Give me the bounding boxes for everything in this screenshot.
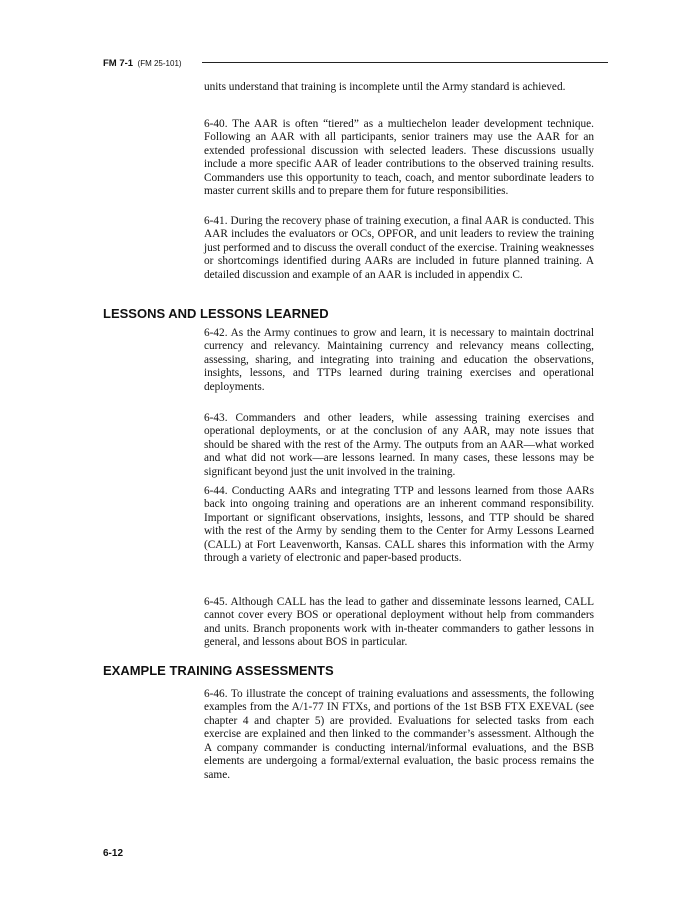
superseded-manual: (FM 25-101): [137, 59, 182, 68]
paragraph-6-44: 6-44. Conducting AARs and integrating TTP and lessons learned from those AARs back into ongoing training and operations are an inherent command responsibility. Important or significant observations, insights, lessons, and TTP should be shared with the rest of the Army by sending them to the Center for Army Lessons Learned (CALL) at Fort Leavenworth, Kansas. CALL shares this information with the Army through a variety of electronic and paper-based products.: [204, 485, 594, 565]
paragraph-6-40: 6-40. The AAR is often “tiered” as a multiechelon leader development technique. Following an AAR with all participants, senior trainers may use the AAR for an extended professional discussion with selected leaders. These discussions usually include a more specific AAR of leader contributions to the observed training results. Commanders use this opportunity to teach, coach, and mentor subordinate leaders to master current skills and to prepare them for future responsibilities.: [204, 118, 594, 198]
paragraph-6-46: 6-46. To illustrate the concept of training evaluations and assessments, the following examples from the A/1-77 IN FTXs, and portions of the 1st BSB FTX EXEVAL (see chapter 4 and chapter 5) are provided. Evaluations for selected tasks from each exercise are explained and then linked to the commander’s assessment. Although the A company commander is conducting internal/informal evaluations, and the BSB elements are undergoing a formal/external evaluation, the basic process remains the same.: [204, 688, 594, 781]
section-heading-example: EXAMPLE TRAINING ASSESSMENTS: [103, 663, 334, 678]
paragraph-continuation: units understand that training is incomplete until the Army standard is achieved.: [204, 81, 566, 93]
running-header-text: [103, 56, 182, 70]
running-header: [103, 56, 608, 70]
paragraph-6-43: 6-43. Commanders and other leaders, while assessing training exercises and operational deployments, or at the conclusion of any AAR, may note issues that should be shared with the rest of the Army. The outputs from an AAR—what worked and what did not work—are lessons learned. In many cases, these lessons may be significant beyond just the unit involved in the training.: [204, 412, 594, 478]
manual-number: FM 7-1: [103, 58, 134, 69]
page-number: 6-12: [103, 848, 124, 859]
section-heading-lessons: LESSONS AND LESSONS LEARNED: [103, 306, 329, 321]
paragraph-6-41: 6-41. During the recovery phase of training execution, a final AAR is conducted. This AAR includes the evaluators or OCs, OPFOR, and unit leaders to review the training just performed and to discuss the overall conduct of the exercise. Training weaknesses or shortcomings identified during AARs are included in future planned training. A detailed discussion and example of an AAR is included in appendix C.: [204, 215, 594, 281]
paragraph-6-45: 6-45. Although CALL has the lead to gather and disseminate lessons learned, CALL cannot cover every BOS or operational deployment without help from commanders and units. Branch proponents work with in-theater commanders to gather lessons in general, and lessons about BOS in particular.: [204, 596, 594, 649]
header-rule: [202, 62, 608, 63]
paragraph-6-42: 6-42. As the Army continues to grow and learn, it is necessary to maintain doctrinal currency and relevancy. Maintaining currency and relevancy means collecting, assessing, sharing, and integrating into training and education the observations, insights, lessons, and TTPs learned during training exercises and operational deployments.: [204, 327, 594, 393]
